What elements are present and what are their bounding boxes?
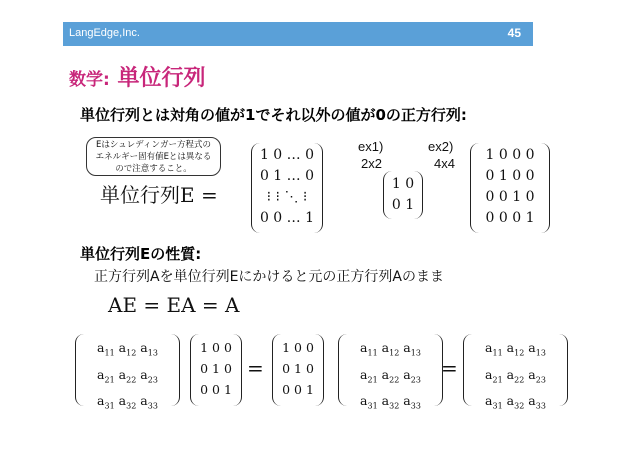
matrix-row <box>339 390 442 417</box>
element-base: a <box>528 366 536 382</box>
element-subscript: 12 <box>514 348 525 358</box>
equals-sign: = <box>247 356 264 380</box>
element-subscript: 31 <box>104 401 115 411</box>
matrix-row: 0 0 … 1 <box>259 210 315 226</box>
matrix-row <box>339 364 442 391</box>
note-box <box>86 137 221 176</box>
element-base: a <box>97 393 105 408</box>
matrix-row: 0 0 1 0 <box>485 189 535 205</box>
element-base: a <box>381 340 390 355</box>
matrix-row: 1 0 … 0 <box>259 147 315 163</box>
element-base: a <box>403 340 411 355</box>
matrix-row: 0 1 0 <box>282 361 314 376</box>
element-base: a <box>140 366 148 382</box>
element-subscript: 22 <box>514 375 525 384</box>
matrix-row <box>76 337 179 364</box>
equals-sign: = <box>441 356 458 380</box>
properties-text: 正方行列Aを単位行列Eにかけると元の正方行列Aのまま <box>94 269 444 285</box>
identity-matrix-right <box>272 334 324 406</box>
element-base: a <box>485 393 493 408</box>
identity-label: 単位行列E = <box>100 183 218 207</box>
element-subscript: 31 <box>367 401 378 411</box>
matrix-a-right <box>463 334 568 411</box>
matrix-row <box>464 337 567 364</box>
element-subscript: 12 <box>126 348 137 358</box>
matrix-row <box>464 364 567 391</box>
matrix-row: 1 0 0 0 <box>485 147 535 163</box>
properties-heading: 単位行列Eの性質: <box>80 245 202 263</box>
note-line: ので注意すること。 <box>115 164 192 174</box>
element-subscript: 22 <box>126 375 137 384</box>
element-base: a <box>360 393 368 408</box>
element-base: a <box>140 393 148 408</box>
element-base: a <box>381 393 390 408</box>
matrix-row: 0 0 1 <box>200 382 232 397</box>
ex2-label: ex2) <box>428 139 454 154</box>
ex1-matrix <box>383 171 423 219</box>
matrix-row: 0 1 … 0 <box>259 168 315 184</box>
note-line: エネルギー固有値Eとは異なる <box>95 152 212 162</box>
element-subscript: 33 <box>147 401 158 411</box>
page-title <box>69 61 206 92</box>
element-subscript: 32 <box>389 401 400 411</box>
element-subscript: 12 <box>389 348 400 358</box>
element-subscript: 32 <box>126 401 137 411</box>
element-subscript: 31 <box>492 401 503 411</box>
matrix-row: 0 1 0 0 <box>485 168 535 184</box>
general-identity-matrix <box>251 143 323 233</box>
ex1-size: 2x2 <box>361 156 382 171</box>
element-subscript: 21 <box>492 375 503 384</box>
ex2-size: 4x4 <box>434 156 455 171</box>
identity-matrix-left <box>190 334 242 406</box>
element-subscript: 11 <box>367 348 378 358</box>
note-line: Eはシュレディンガー方程式の <box>95 140 212 150</box>
element-base: a <box>528 340 536 355</box>
element-subscript: 11 <box>104 348 115 358</box>
element-base: a <box>506 340 515 355</box>
element-subscript: 13 <box>535 348 546 358</box>
element-subscript: 33 <box>410 401 421 411</box>
matrix-row: 0 0 0 1 <box>485 210 535 226</box>
page-number: 45 <box>507 26 521 40</box>
element-subscript: 21 <box>367 375 378 384</box>
matrix-row: 0 1 0 <box>200 361 232 376</box>
element-base: a <box>381 366 390 382</box>
matrix-row <box>76 390 179 417</box>
matrix-row: ⁝ ⁝ ⋱ ⁝ <box>266 189 308 205</box>
element-subscript: 11 <box>492 348 503 358</box>
element-base: a <box>506 393 515 408</box>
element-base: a <box>506 366 515 382</box>
element-subscript: 22 <box>389 375 400 384</box>
element-base: a <box>118 393 127 408</box>
element-base: a <box>97 366 105 382</box>
matrix-row: 1 0 <box>391 176 415 192</box>
matrix-row: 1 0 0 <box>200 340 232 355</box>
company-name: LangEdge,Inc. <box>69 27 140 39</box>
title-topic: 単位行列 <box>117 66 206 91</box>
element-base: a <box>528 393 536 408</box>
element-subscript: 13 <box>410 348 421 358</box>
element-base: a <box>485 366 493 382</box>
matrix-row: 0 1 <box>391 197 415 213</box>
element-subscript: 23 <box>147 375 158 384</box>
matrix-row <box>464 390 567 417</box>
element-subscript: 23 <box>535 375 546 384</box>
element-base: a <box>97 340 105 355</box>
matrix-a-left <box>75 334 180 411</box>
matrix-row: 1 0 0 <box>282 340 314 355</box>
element-subscript: 32 <box>514 401 525 411</box>
element-base: a <box>485 340 493 355</box>
title-subject: 数学: <box>69 70 110 90</box>
element-base: a <box>118 366 127 382</box>
ex2-matrix <box>470 143 550 233</box>
element-subscript: 33 <box>535 401 546 411</box>
element-base: a <box>403 393 411 408</box>
element-base: a <box>140 340 148 355</box>
matrix-row: 0 0 1 <box>282 382 314 397</box>
element-base: a <box>360 340 368 355</box>
element-base: a <box>360 366 368 382</box>
definition-heading: 単位行列とは対角の値が1でそれ以外の値が0の正方行列: <box>80 106 467 124</box>
matrix-a-middle <box>338 334 443 411</box>
matrix-row <box>76 364 179 391</box>
element-subscript: 23 <box>410 375 421 384</box>
element-base: a <box>118 340 127 355</box>
element-subscript: 21 <box>104 375 115 384</box>
header-bar <box>63 22 533 46</box>
ex1-label: ex1) <box>358 139 384 154</box>
matrix-row <box>339 337 442 364</box>
element-base: a <box>403 366 411 382</box>
formula: AE = EA = A <box>108 293 240 317</box>
element-subscript: 13 <box>147 348 158 358</box>
